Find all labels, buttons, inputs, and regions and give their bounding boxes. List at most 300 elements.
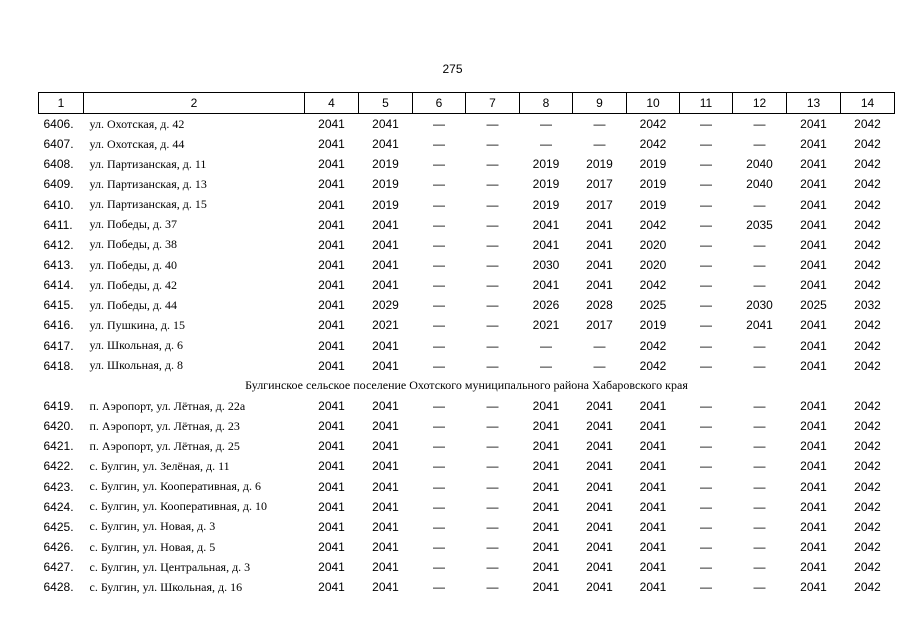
year-cell: 2041: [318, 318, 345, 333]
year-cell: —: [753, 540, 766, 555]
address-cell: ул. Победы, д. 38: [89, 237, 178, 252]
year-cell: 2041: [372, 278, 399, 293]
column-header: 9: [573, 93, 627, 114]
row-number: 6421.: [43, 439, 74, 454]
year-cell: 2041: [318, 358, 345, 373]
year-cell: 2041: [372, 399, 399, 414]
year-cell: —: [700, 117, 712, 132]
column-header: 6: [413, 93, 466, 114]
year-cell: 2041: [532, 580, 560, 595]
table-body: [39, 114, 895, 598]
row-number: 6423.: [43, 479, 74, 494]
year-cell: 2019: [639, 318, 667, 333]
year-cell: 2042: [854, 177, 881, 192]
row-number: 6417.: [43, 338, 74, 353]
year-cell: —: [700, 237, 712, 252]
year-cell: —: [486, 338, 499, 353]
year-cell: 2041: [800, 197, 827, 212]
year-cell: 2041: [800, 580, 827, 595]
row-number: 6427.: [43, 560, 74, 575]
year-cell: 2042: [854, 318, 881, 333]
year-cell: —: [700, 137, 712, 152]
year-cell: —: [700, 459, 712, 474]
year-cell: 2041: [318, 419, 345, 434]
year-cell: —: [540, 117, 552, 132]
year-cell: 2041: [318, 278, 345, 293]
table-row: [39, 557, 895, 577]
year-cell: 2042: [854, 439, 881, 454]
year-cell: 2030: [746, 298, 773, 313]
table-row: [39, 255, 895, 275]
year-cell: 2019: [532, 177, 560, 192]
year-cell: 2041: [318, 580, 345, 595]
column-header: 7: [466, 93, 520, 114]
year-cell: —: [433, 197, 445, 212]
year-cell: 2041: [372, 540, 399, 555]
year-cell: 2041: [639, 580, 667, 595]
year-cell: —: [753, 499, 766, 514]
year-cell: 2042: [854, 479, 881, 494]
year-cell: 2042: [639, 278, 667, 293]
year-cell: 2041: [532, 479, 560, 494]
year-cell: —: [433, 117, 445, 132]
table-row: [39, 174, 895, 194]
year-cell: —: [433, 580, 445, 595]
year-cell: 2041: [318, 560, 345, 575]
year-cell: —: [753, 519, 766, 534]
year-cell: —: [700, 157, 712, 172]
year-cell: —: [433, 519, 445, 534]
column-header: 5: [359, 93, 413, 114]
row-number: 6411.: [43, 217, 73, 232]
year-cell: 2041: [800, 137, 827, 152]
year-cell: —: [486, 419, 499, 434]
year-cell: 2032: [854, 298, 881, 313]
year-cell: 2041: [532, 217, 560, 232]
year-cell: —: [486, 499, 499, 514]
year-cell: —: [486, 258, 499, 273]
row-number: 6412.: [43, 237, 74, 252]
year-cell: 2041: [639, 560, 667, 575]
year-cell: 2042: [854, 217, 881, 232]
address-cell: п. Аэропорт, ул. Лётная, д. 25: [89, 438, 240, 453]
section-title: Булгинское сельское поселение Охотского муниципального района Хабаровского края: [245, 378, 688, 393]
year-cell: 2041: [532, 237, 560, 252]
year-cell: 2041: [800, 439, 827, 454]
year-cell: 2041: [318, 117, 345, 132]
row-number: 6425.: [43, 519, 74, 534]
table-row: [39, 537, 895, 557]
year-cell: —: [540, 338, 552, 353]
year-cell: —: [753, 358, 766, 373]
year-cell: 2041: [639, 439, 667, 454]
year-cell: 2041: [800, 479, 827, 494]
table-row: [39, 215, 895, 235]
year-cell: 2020: [639, 237, 667, 252]
table-row: [39, 114, 895, 135]
year-cell: —: [433, 278, 445, 293]
column-header: 14: [841, 93, 895, 114]
year-cell: 2041: [372, 117, 399, 132]
year-cell: —: [700, 217, 712, 232]
table-row: [39, 295, 895, 315]
year-cell: 2041: [372, 237, 399, 252]
year-cell: 2042: [854, 137, 881, 152]
year-cell: —: [433, 137, 445, 152]
year-cell: 2019: [372, 177, 399, 192]
year-cell: 2041: [800, 258, 827, 273]
year-cell: —: [486, 237, 499, 252]
year-cell: —: [433, 358, 445, 373]
row-number: 6415.: [43, 298, 74, 313]
year-cell: —: [700, 580, 712, 595]
year-cell: 2041: [372, 519, 399, 534]
year-cell: —: [540, 137, 552, 152]
year-cell: 2042: [854, 540, 881, 555]
year-cell: —: [700, 439, 712, 454]
column-header: 11: [680, 93, 733, 114]
year-cell: —: [486, 197, 499, 212]
year-cell: 2041: [532, 278, 560, 293]
address-cell: с. Булгин, ул. Школьная, д. 16: [89, 579, 243, 594]
year-cell: 2041: [800, 560, 827, 575]
year-cell: —: [433, 439, 445, 454]
year-cell: 2019: [639, 157, 667, 172]
row-number: 6419.: [43, 399, 74, 414]
year-cell: 2041: [586, 580, 613, 595]
year-cell: —: [593, 137, 606, 152]
year-cell: 2041: [318, 499, 345, 514]
address-cell: с. Булгин, ул. Новая, д. 3: [89, 519, 216, 534]
column-header: 10: [627, 93, 680, 114]
table-row: [39, 497, 895, 517]
year-cell: —: [486, 278, 499, 293]
year-cell: —: [433, 399, 445, 414]
year-cell: 2041: [586, 399, 613, 414]
year-cell: 2041: [586, 519, 613, 534]
year-cell: 2041: [532, 560, 560, 575]
year-cell: 2041: [318, 258, 345, 273]
year-cell: —: [700, 358, 712, 373]
year-cell: 2041: [318, 519, 345, 534]
year-cell: 2041: [586, 479, 613, 494]
row-number: 6424.: [43, 499, 74, 514]
year-cell: 2041: [800, 338, 827, 353]
year-cell: 2041: [532, 399, 560, 414]
year-cell: 2041: [318, 177, 345, 192]
year-cell: —: [700, 258, 712, 273]
year-cell: 2041: [586, 258, 613, 273]
row-number: 6428.: [43, 580, 74, 595]
year-cell: 2041: [586, 499, 613, 514]
year-cell: 2041: [318, 137, 345, 152]
row-number: 6407.: [43, 137, 74, 152]
year-cell: 2041: [800, 318, 827, 333]
year-cell: —: [433, 217, 445, 232]
year-cell: 2041: [586, 560, 613, 575]
year-cell: 2041: [532, 540, 560, 555]
year-cell: —: [753, 197, 766, 212]
year-cell: —: [486, 298, 499, 313]
row-number: 6406.: [43, 117, 74, 132]
address-cell: ул. Победы, д. 37: [89, 217, 178, 232]
year-cell: 2041: [800, 399, 827, 414]
row-number: 6410.: [43, 197, 74, 212]
column-header: 1: [39, 93, 84, 114]
address-cell: п. Аэропорт, ул. Лётная, д. 22а: [89, 398, 246, 413]
year-cell: —: [433, 157, 445, 172]
year-cell: 2041: [532, 519, 560, 534]
year-cell: 2020: [639, 258, 667, 273]
year-cell: 2019: [639, 177, 667, 192]
year-cell: 2041: [639, 499, 667, 514]
year-cell: —: [753, 459, 766, 474]
year-cell: —: [753, 580, 766, 595]
address-cell: с. Булгин, ул. Зелёная, д. 11: [89, 458, 230, 473]
year-cell: —: [753, 419, 766, 434]
address-cell: ул. Победы, д. 42: [89, 277, 178, 292]
address-cell: ул. Охотская, д. 42: [89, 116, 185, 131]
year-cell: 2042: [854, 157, 881, 172]
year-cell: 2019: [372, 157, 399, 172]
year-cell: —: [700, 479, 712, 494]
table-row: [39, 275, 895, 295]
year-cell: —: [700, 278, 712, 293]
year-cell: —: [540, 358, 552, 373]
year-cell: 2041: [639, 419, 667, 434]
year-cell: 2041: [318, 157, 345, 172]
year-cell: 2042: [639, 358, 667, 373]
header-row: [39, 93, 895, 114]
column-header: 2: [84, 93, 305, 114]
row-number: 6408.: [43, 157, 74, 172]
year-cell: —: [486, 540, 499, 555]
address-cell: с. Булгин, ул. Кооперативная, д. 10: [89, 499, 267, 514]
table-row: [39, 456, 895, 476]
year-cell: 2040: [746, 157, 773, 172]
address-cell: ул. Победы, д. 40: [89, 257, 178, 272]
table-row: [39, 195, 895, 215]
year-cell: 2041: [639, 519, 667, 534]
year-cell: —: [753, 399, 766, 414]
column-header: 4: [305, 93, 359, 114]
year-cell: 2041: [800, 117, 827, 132]
year-cell: —: [753, 278, 766, 293]
year-cell: —: [753, 560, 766, 575]
year-cell: 2041: [372, 137, 399, 152]
year-cell: 2041: [372, 479, 399, 494]
year-cell: 2042: [854, 560, 881, 575]
year-cell: 2041: [318, 459, 345, 474]
year-cell: 2041: [800, 459, 827, 474]
year-cell: 2042: [639, 117, 667, 132]
year-cell: —: [700, 560, 712, 575]
year-cell: —: [433, 338, 445, 353]
row-number: 6416.: [43, 318, 74, 333]
year-cell: 2042: [639, 217, 667, 232]
address-cell: ул. Партизанская, д. 15: [89, 197, 207, 212]
year-cell: —: [433, 479, 445, 494]
year-cell: —: [433, 419, 445, 434]
address-cell: с. Булгин, ул. Центральная, д. 3: [89, 559, 251, 574]
year-cell: 2041: [800, 499, 827, 514]
year-cell: 2041: [318, 217, 345, 232]
year-cell: —: [433, 298, 445, 313]
address-cell: ул. Пушкина, д. 15: [89, 317, 185, 332]
address-cell: с. Булгин, ул. Кооперативная, д. 6: [89, 479, 261, 494]
year-cell: 2025: [639, 298, 667, 313]
year-cell: —: [486, 519, 499, 534]
table-row: [39, 134, 895, 154]
year-cell: 2041: [800, 278, 827, 293]
year-cell: 2041: [318, 540, 345, 555]
year-cell: —: [700, 318, 712, 333]
year-cell: 2042: [854, 580, 881, 595]
year-cell: 2041: [318, 338, 345, 353]
year-cell: 2041: [372, 338, 399, 353]
year-cell: 2041: [372, 217, 399, 232]
year-cell: —: [433, 237, 445, 252]
year-cell: 2042: [639, 137, 667, 152]
address-cell: ул. Партизанская, д. 13: [89, 176, 207, 191]
year-cell: —: [700, 399, 712, 414]
year-cell: —: [753, 258, 766, 273]
year-cell: 2019: [372, 197, 399, 212]
year-cell: 2042: [854, 278, 881, 293]
year-cell: 2017: [586, 197, 613, 212]
year-cell: 2026: [532, 298, 560, 313]
table-row: [39, 416, 895, 436]
year-cell: 2041: [318, 399, 345, 414]
year-cell: —: [486, 137, 499, 152]
table-row: [39, 356, 895, 376]
year-cell: 2042: [854, 338, 881, 353]
year-cell: —: [486, 399, 499, 414]
year-cell: 2041: [318, 298, 345, 313]
address-cell: ул. Школьная, д. 6: [89, 338, 183, 353]
year-cell: 2041: [639, 399, 667, 414]
year-cell: —: [753, 439, 766, 454]
year-cell: 2019: [586, 157, 613, 172]
year-cell: 2041: [800, 358, 827, 373]
year-cell: —: [433, 499, 445, 514]
address-cell: ул. Охотская, д. 44: [89, 136, 185, 151]
year-cell: 2041: [532, 419, 560, 434]
year-cell: —: [700, 298, 712, 313]
year-cell: 2041: [372, 439, 399, 454]
table-row: [39, 336, 895, 356]
year-cell: —: [486, 217, 499, 232]
year-cell: 2041: [586, 278, 613, 293]
table-row: [39, 436, 895, 456]
year-cell: 2021: [372, 318, 399, 333]
year-cell: 2042: [854, 459, 881, 474]
year-cell: 2041: [372, 258, 399, 273]
row-number: 6418.: [43, 358, 74, 373]
column-header: 13: [787, 93, 841, 114]
year-cell: —: [593, 358, 606, 373]
year-cell: 2042: [854, 519, 881, 534]
year-cell: 2019: [639, 197, 667, 212]
year-cell: —: [700, 419, 712, 434]
year-cell: 2041: [746, 318, 773, 333]
year-cell: —: [433, 258, 445, 273]
year-cell: 2041: [800, 217, 827, 232]
year-cell: 2041: [532, 459, 560, 474]
year-cell: —: [753, 117, 766, 132]
year-cell: 2042: [639, 338, 667, 353]
year-cell: —: [593, 338, 606, 353]
year-cell: 2041: [586, 459, 613, 474]
year-cell: 2042: [854, 399, 881, 414]
year-cell: 2041: [800, 419, 827, 434]
column-header: 12: [733, 93, 787, 114]
year-cell: —: [700, 499, 712, 514]
table-row: [39, 477, 895, 497]
year-cell: 2041: [800, 237, 827, 252]
row-number: 6409.: [43, 177, 74, 192]
year-cell: 2041: [532, 439, 560, 454]
year-cell: 2041: [800, 177, 827, 192]
year-cell: —: [433, 459, 445, 474]
row-number: 6422.: [43, 459, 74, 474]
year-cell: —: [486, 439, 499, 454]
year-cell: 2030: [532, 258, 560, 273]
year-cell: —: [486, 157, 499, 172]
year-cell: —: [486, 318, 499, 333]
row-number: 6420.: [43, 419, 74, 434]
page-number: 275: [442, 62, 463, 76]
address-cell: п. Аэропорт, ул. Лётная, д. 23: [89, 418, 240, 433]
year-cell: 2019: [532, 197, 560, 212]
table-row: [39, 235, 895, 255]
year-cell: 2041: [800, 540, 827, 555]
schedule-table: [38, 92, 895, 597]
year-cell: —: [486, 560, 499, 575]
year-cell: 2035: [746, 217, 773, 232]
year-cell: 2042: [854, 117, 881, 132]
year-cell: —: [433, 560, 445, 575]
year-cell: —: [700, 338, 712, 353]
address-cell: ул. Победы, д. 44: [89, 297, 178, 312]
table-row: [39, 315, 895, 335]
row-number: 6426.: [43, 540, 74, 555]
year-cell: —: [433, 177, 445, 192]
year-cell: 2041: [318, 237, 345, 252]
year-cell: —: [700, 519, 712, 534]
year-cell: 2041: [586, 237, 613, 252]
year-cell: —: [700, 540, 712, 555]
year-cell: —: [486, 459, 499, 474]
year-cell: —: [753, 237, 766, 252]
year-cell: 2017: [586, 177, 613, 192]
year-cell: —: [753, 479, 766, 494]
section-header-row: [39, 376, 895, 396]
year-cell: 2041: [586, 419, 613, 434]
year-cell: 2041: [800, 157, 827, 172]
year-cell: 2041: [800, 519, 827, 534]
year-cell: 2041: [372, 499, 399, 514]
year-cell: 2041: [372, 580, 399, 595]
year-cell: 2041: [586, 439, 613, 454]
year-cell: 2041: [639, 540, 667, 555]
year-cell: 2042: [854, 258, 881, 273]
year-cell: —: [753, 137, 766, 152]
row-number: 6414.: [43, 278, 74, 293]
column-header: 8: [520, 93, 573, 114]
table-row: [39, 517, 895, 537]
year-cell: 2019: [532, 157, 560, 172]
